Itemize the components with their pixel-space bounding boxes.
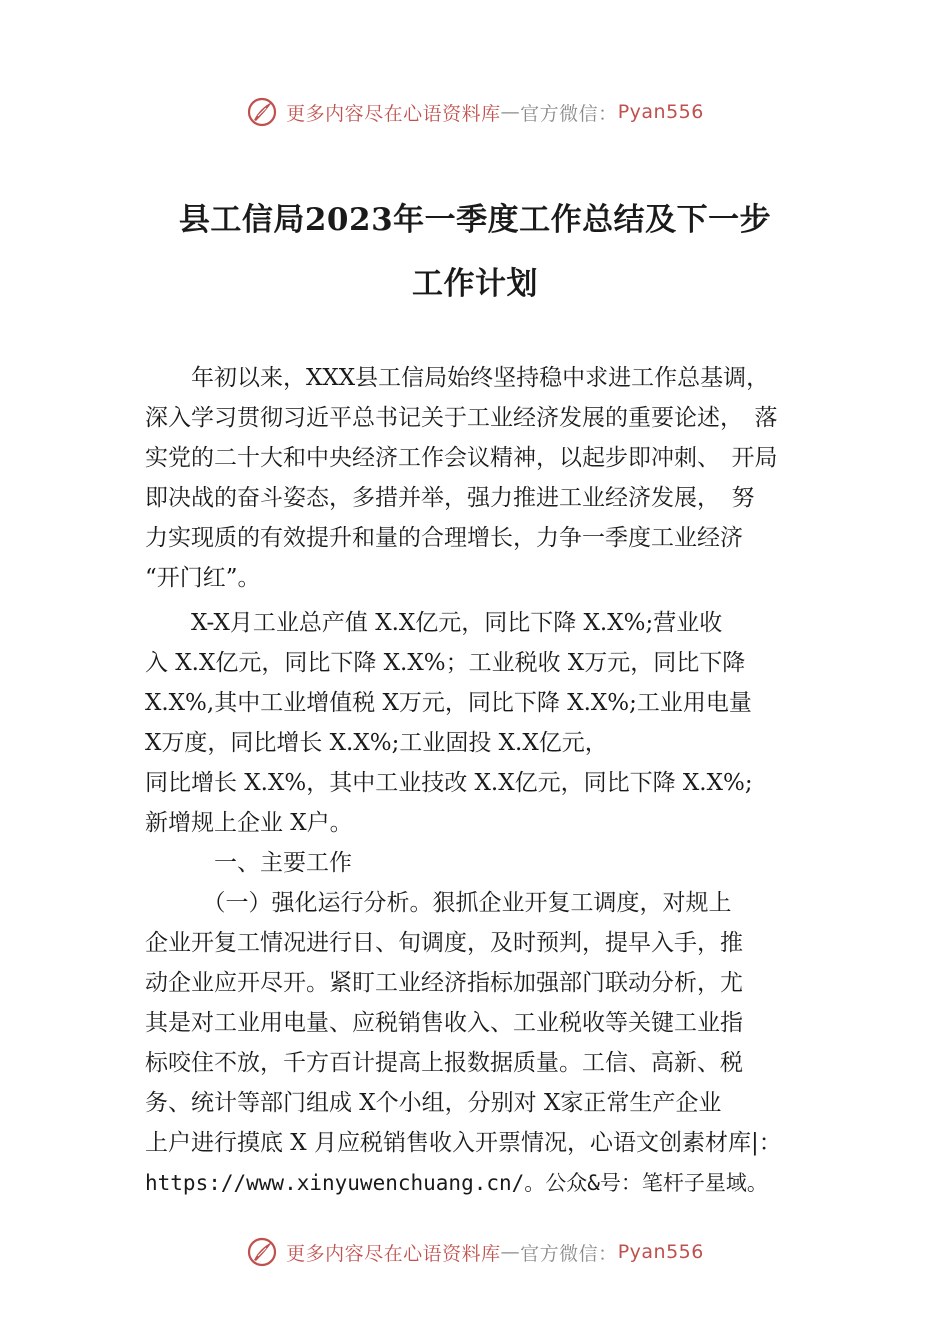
text-line: 同比增长 X.X%，其中工业技改 X.X亿元，同比下降 X.X%;: [145, 770, 753, 796]
document-title-line-2: 工作计划: [412, 266, 538, 302]
paragraph-intro: [145, 358, 835, 598]
text-line: 动企业应开尽开。紧盯工业经济指标加强部门联动分析，尤: [145, 970, 743, 996]
text-line: 力实现质的有效提升和量的合理增长，力争一季度工业经济: [145, 525, 743, 551]
watermark-footer: [0, 1236, 950, 1268]
text-line-url: https://www.xinyuwenchuang.cn/。公众&号：笔杆子星域。: [145, 1171, 768, 1195]
watermark-label: 官方微信：: [520, 1242, 618, 1265]
text-line: 实党的二十大和中央经济工作会议精神，以起步即冲刺、 开局: [145, 445, 778, 471]
text-line: 新增规上企业 X户。: [145, 810, 353, 836]
text-line: 年初以来，XXX县工信局始终坚持稳中求进工作总基调，: [145, 365, 770, 391]
quill-logo-icon: [246, 1236, 278, 1268]
text-line: 深入学习贯彻习近平总书记关于工业经济发展的重要论述， 落: [145, 405, 778, 431]
text-line: 即决战的奋斗姿态，多措并举，强力推进工业经济发展， 努: [145, 485, 755, 511]
text-line: 标咬住不放，千方百计提高上报数据质量。工信、高新、税: [145, 1050, 743, 1076]
text-line: 其是对工业用电量、应税销售收入、工业税收等关键工业指: [145, 1010, 743, 1036]
text-line: （一）强化运行分析。狠抓企业开复工调度，对规上: [145, 890, 732, 916]
paragraph-statistics: [145, 603, 835, 843]
text-line: “开门红”。: [145, 565, 261, 591]
text-line: 企业开复工情况进行日、旬调度，及时预判，提早入手，推: [145, 930, 743, 956]
quill-logo-icon: [246, 96, 278, 128]
document-title-line-1: 县工信局2023年一季度工作总结及下一步: [178, 202, 772, 238]
text-line: 入 X.X亿元，同比下降 X.X%；工业税收 X万元，同比下降: [145, 650, 746, 676]
text-line: 上户进行摸底 X 月应税销售收入开票情况，心语文创素材库|：: [145, 1130, 782, 1156]
document-body: [145, 358, 835, 1203]
section-heading-main-work: 一、主要工作: [145, 850, 352, 876]
watermark-wechat-id: Pyan556: [617, 101, 704, 123]
text-line: X万度，同比增长 X.X%;工业固投 X.X亿元，: [145, 730, 608, 756]
watermark-main-text: 更多内容尽在心语资料库: [286, 1242, 501, 1265]
paragraph-operation-analysis: [145, 883, 835, 1203]
watermark-header: [0, 96, 950, 128]
watermark-wechat-id: Pyan556: [617, 1241, 704, 1263]
text-line: 务、统计等部门组成 X个小组，分别对 X家正常生产企业: [145, 1090, 722, 1116]
text-line: X-X月工业总产值 X.X亿元，同比下降 X.X%;营业收: [145, 610, 723, 636]
watermark-label: 官方微信：: [520, 102, 618, 125]
watermark-main-text: 更多内容尽在心语资料库: [286, 102, 501, 125]
text-line: X.X%,其中工业增值税 X万元，同比下降 X.X%;工业用电量: [145, 690, 752, 716]
watermark-separator: —: [500, 1241, 521, 1263]
watermark-separator: —: [500, 101, 521, 123]
